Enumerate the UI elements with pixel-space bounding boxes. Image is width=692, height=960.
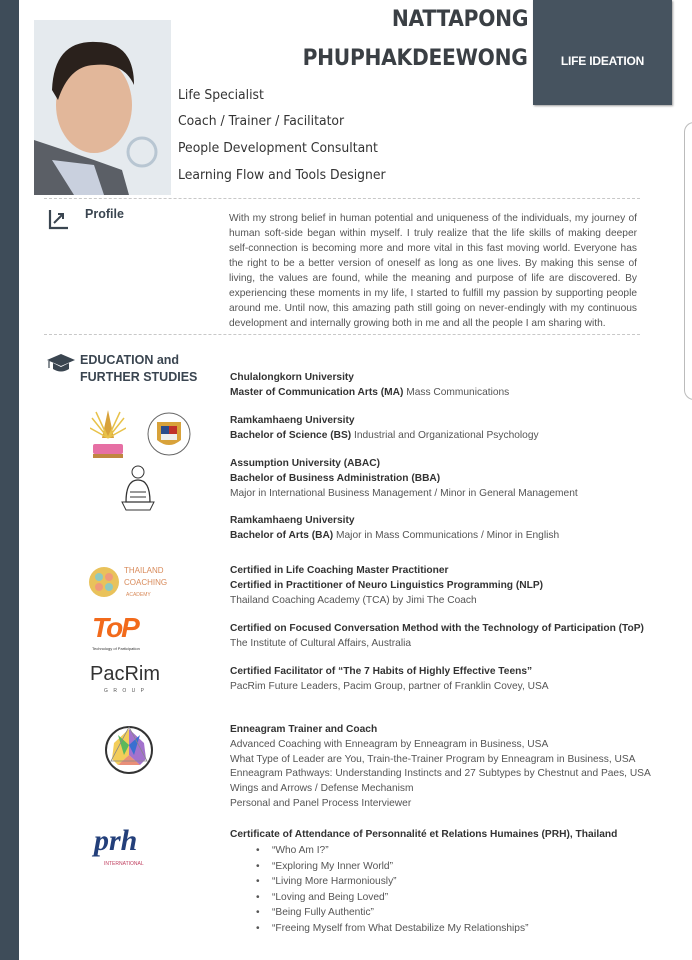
entry-line: [230, 529, 559, 544]
education-entry: [230, 828, 617, 843]
education-entry: [230, 457, 578, 501]
ramkamhaeng-university-logo: [118, 462, 158, 519]
entry-bold: Certified on Focused Conversation Method with the Technology of Participation (ToP): [230, 623, 644, 634]
entry-bold: Certified Facilitator of “The 7 Habits of Highly Effective Teens”: [230, 666, 533, 677]
prh-course-item: [256, 860, 393, 873]
profile-text: With my strong belief in human potential and uniqueness of the individuals, my journey of human soft-side began within myself. I truly realize that the life skills of making deeper self-connection is becoming more and more vital in this fast moving world. Everyone has the right to be a better version of oneself as long as one lives. By making this sense of living, the values are found, while the meaning and purpose of life are discovered. By experiencing these moments in my life, I started to fulfill my passion by supporting people around me. Until now, this amazing path still going on never-endingly with my continuous development and internally growing both in me and all the people I am sharing with.: [229, 213, 637, 329]
entry-line: [230, 828, 617, 843]
entry-line: [230, 723, 651, 738]
entry-line: [230, 665, 549, 680]
growth-chart-icon: [48, 208, 70, 235]
entry-text: Enneagram Pathways: Understanding Instincts and 27 Subtypes by Chestnut and Paes, USA: [230, 768, 651, 780]
education-entry: [230, 564, 543, 608]
prh-course-item: [256, 891, 388, 904]
entry-bold: Ramkamhaeng University: [230, 515, 355, 526]
entry-bold: Bachelor of Science (BS): [230, 429, 352, 441]
entry-line: [230, 738, 651, 753]
entry-bold: Master of Communication Arts (MA): [230, 386, 404, 398]
entry-bold: Enneagram Trainer and Coach: [230, 724, 378, 735]
assumption-university-logo: [146, 410, 192, 463]
education-entry: [230, 622, 644, 652]
entry-line: [230, 457, 578, 472]
role-3: People Development Consultant: [178, 140, 378, 156]
chulalongkorn-logo: [90, 408, 126, 465]
entry-line: [230, 429, 539, 444]
role-2: Coach / Trainer / Facilitator: [178, 113, 345, 129]
entry-line: [230, 472, 578, 487]
entry-bold: Bachelor of Arts (BA): [230, 529, 334, 541]
education-entry: [230, 514, 559, 544]
entry-bold: Chulalongkorn University: [230, 372, 354, 383]
pacrim-group-logo: [90, 662, 160, 695]
profile-photo: [34, 20, 171, 195]
entry-line: [230, 753, 651, 768]
entry-line: [230, 579, 543, 594]
education-entry: [230, 414, 539, 444]
education-entry: [230, 371, 509, 401]
left-border-strip: [0, 0, 19, 960]
entry-line: [230, 594, 543, 609]
pacrim-logo-text: PacRim: [90, 663, 161, 685]
tca-logo-line3: ACADEMY: [126, 592, 151, 598]
prh-logo-subtitle: INTERNATIONAL: [104, 861, 144, 867]
entry-text: Thailand Coaching Academy (TCA) by Jimi The Coach: [230, 594, 477, 606]
entry-bold: Certified in Life Coaching Master Practitioner: [230, 565, 449, 576]
prh-course-item: [256, 844, 329, 857]
prh-course-item: [256, 906, 374, 919]
prh-course-label: “Being Fully Authentic”: [272, 907, 374, 919]
prh-course-item: [256, 875, 397, 888]
entry-line: [230, 797, 651, 812]
tca-logo-line1: THAILAND: [124, 566, 164, 575]
entry-text: The Institute of Cultural Affairs, Australia: [230, 637, 412, 649]
entry-text: Personal and Panel Process Interviewer: [230, 797, 412, 809]
divider: [44, 334, 640, 335]
entry-bold: Certified in Practitioner of Neuro Linguistics Programming (NLP): [230, 579, 544, 591]
entry-text: PacRim Future Leaders, Pacim Group, partner of Franklin Covey, USA: [230, 680, 549, 692]
prh-logo-text: prh: [94, 824, 138, 857]
entry-text: Advanced Coaching with Enneagram by Enneagram in Business, USA: [230, 738, 549, 750]
tagline: LIFE IDEATION: [560, 54, 645, 68]
prh-course-label: “Freeing Myself from What Destabilize My Relationships”: [272, 923, 529, 934]
top-logo-text: ToP: [92, 612, 138, 643]
enneagram-logo: [104, 725, 154, 780]
role-1: Life Specialist: [178, 87, 264, 103]
scroll-edge: [684, 122, 692, 400]
entry-text: Wings and Arrows / Defense Mechanism: [230, 783, 414, 795]
profile-heading: Profile: [85, 207, 124, 221]
tca-logo-line2: COACHING: [124, 578, 168, 587]
entry-text: What Type of Leader are You, Train-the-Trainer Program by Enneagram in Business, USA: [230, 753, 636, 765]
entry-line: [230, 487, 578, 502]
entry-bold: Ramkamhaeng University: [230, 415, 355, 426]
entry-bold: Assumption University (ABAC): [230, 458, 380, 469]
entry-line: [230, 637, 644, 652]
graduation-cap-icon: [46, 352, 76, 379]
entry-bold: Certificate of Attendance of Personnalité et Relations Humaines (PRH), Thailand: [230, 829, 618, 840]
role-4: Learning Flow and Tools Designer: [178, 167, 386, 183]
entry-line: [230, 782, 651, 797]
entry-text: Major in International Business Management / Minor in General Management: [230, 487, 578, 499]
entry-line: [230, 371, 509, 386]
entry-text: Major in Mass Communications / Minor in English: [333, 529, 560, 541]
prh-logo: [94, 822, 144, 868]
education-entry: [230, 723, 651, 812]
entry-line: [230, 414, 539, 429]
top-logo-subtitle: Technology of Participation: [92, 646, 140, 651]
prh-course-item: [256, 922, 528, 935]
prh-course-label: “Exploring My Inner World”: [272, 860, 393, 872]
entry-line: [230, 514, 559, 529]
first-name: NATTAPONG: [391, 7, 528, 32]
entry-text: Industrial and Organizational Psychology: [351, 429, 539, 441]
prh-course-label: “Who Am I?”: [272, 845, 329, 856]
entry-line: [230, 386, 509, 401]
entry-bold: Bachelor of Business Administration (BBA): [230, 472, 441, 484]
top-logo: [92, 612, 140, 652]
education-heading-line1: EDUCATION and: [80, 353, 180, 367]
thailand-coaching-academy-logo: [88, 563, 178, 608]
education-entry: [230, 665, 549, 695]
entry-line: [230, 622, 644, 637]
entry-line: [230, 564, 543, 579]
divider: [44, 198, 640, 199]
entry-text: Mass Communications: [403, 386, 510, 398]
entry-line: [230, 680, 549, 695]
education-heading-line2: FURTHER STUDIES: [80, 370, 198, 384]
tagline-box: [533, 0, 672, 105]
entry-line: [230, 767, 651, 782]
prh-course-label: “Loving and Being Loved”: [272, 891, 389, 903]
last-name: PHUPHAKDEEWONG: [302, 46, 528, 71]
pacrim-logo-subtitle: G R O U P: [104, 688, 146, 694]
prh-course-label: “Living More Harmoniously”: [272, 876, 397, 888]
education-heading: [80, 352, 197, 386]
